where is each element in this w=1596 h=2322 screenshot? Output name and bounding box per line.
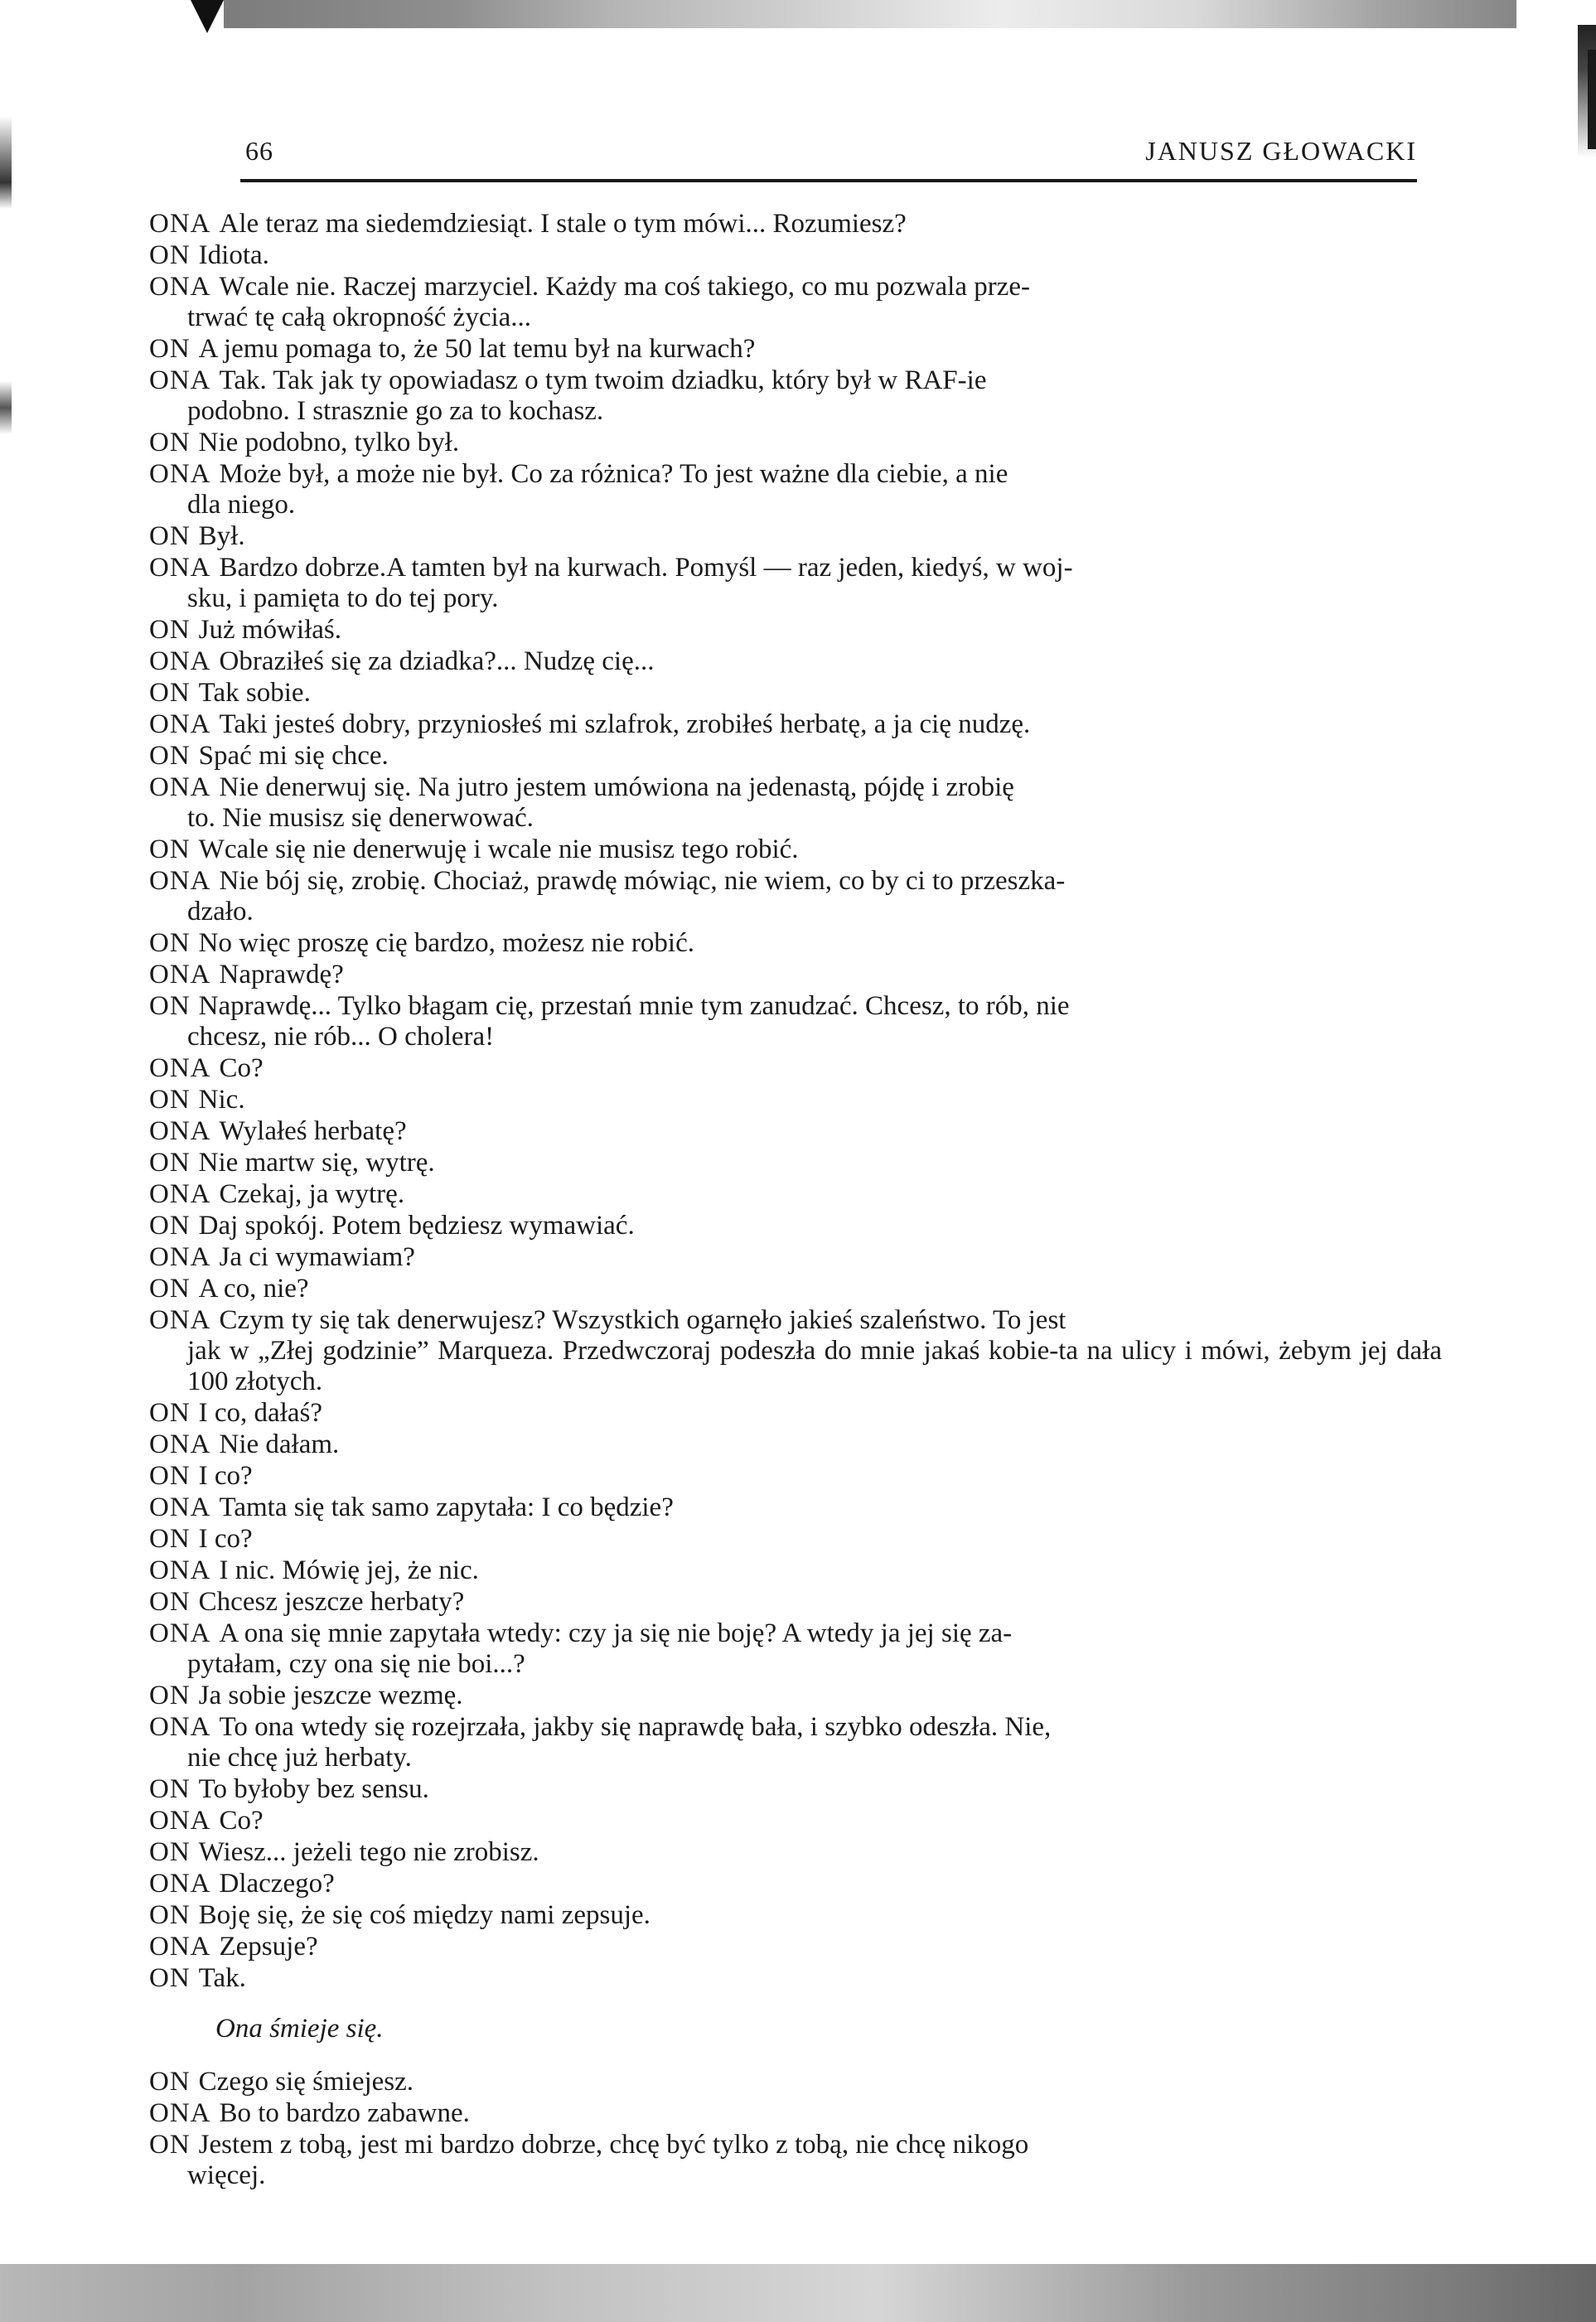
dialogue-line bbox=[149, 1524, 1442, 1555]
line-text: Zepsuje? bbox=[219, 1932, 318, 1962]
speaker-label: ONA bbox=[149, 1179, 211, 1209]
line-continuation: pytałam, czy ona się nie boi...? bbox=[187, 1649, 525, 1679]
dialogue-line bbox=[149, 272, 1442, 333]
line-text: Nie dałam. bbox=[219, 1429, 340, 1459]
line-continuation: dla niego. bbox=[187, 490, 296, 520]
speaker-label: ON bbox=[149, 2130, 191, 2160]
dialogue-line bbox=[149, 741, 1442, 772]
speaker-label: ON bbox=[149, 678, 191, 708]
speaker-label: ONA bbox=[149, 960, 211, 989]
speaker-label: ONA bbox=[149, 553, 211, 583]
dialogue-line bbox=[149, 1242, 1442, 1273]
dialogue-line bbox=[149, 960, 1442, 990]
speaker-label: ONA bbox=[149, 1116, 211, 1146]
dialogue-line bbox=[149, 1963, 1442, 1994]
speaker-label: ONA bbox=[149, 1869, 211, 1899]
line-text: Idiota. bbox=[198, 240, 269, 270]
speaker-label: ONA bbox=[149, 1242, 211, 1272]
speaker-label: ONA bbox=[149, 1429, 211, 1459]
line-text: I co? bbox=[198, 1461, 253, 1491]
speaker-label: ONA bbox=[149, 772, 211, 802]
line-text: Nie denerwuj się. Na jutro jestem umówiona na jedenastą, pójdę i zrobię bbox=[219, 772, 1014, 802]
dialogue-lines-after bbox=[149, 2067, 1442, 2191]
dialogue-line bbox=[149, 1305, 1442, 1397]
line-text: Wcale się nie denerwuję i wcale nie musisz tego robić. bbox=[198, 834, 799, 864]
dialogue-line bbox=[149, 334, 1442, 365]
speaker-label: ONA bbox=[149, 1492, 211, 1522]
line-text: Już mówiłaś. bbox=[198, 615, 341, 645]
line-text: Chcesz jeszcze herbaty? bbox=[198, 1587, 465, 1617]
line-text: Co? bbox=[219, 1053, 264, 1083]
line-continuation: dzało. bbox=[187, 897, 254, 926]
speaker-label: ONA bbox=[149, 459, 211, 489]
line-text: Naprawdę? bbox=[219, 960, 344, 989]
dialogue-line bbox=[149, 928, 1442, 959]
line-text: Wiesz... jeżeli tego nie zrobisz. bbox=[198, 1837, 539, 1867]
dialogue-line bbox=[149, 553, 1442, 614]
line-text: Bardzo dobrze.A tamten był na kurwach. Pomyśl — raz jeden, kiedyś, w woj- bbox=[219, 553, 1073, 583]
dialogue-line bbox=[149, 2130, 1442, 2191]
line-continuation: sku, i pamięta to do tej pory. bbox=[187, 583, 499, 613]
dialogue-line bbox=[149, 1681, 1442, 1711]
speaker-label: ON bbox=[149, 1148, 191, 1178]
line-text: Czekaj, ja wytrę. bbox=[219, 1179, 405, 1209]
line-text: I nic. Mówię jej, że nic. bbox=[219, 1555, 479, 1585]
dialogue-line bbox=[149, 209, 1442, 239]
dialogue-line bbox=[149, 1837, 1442, 1868]
line-text: Był. bbox=[198, 521, 245, 551]
line-text: No więc proszę cię bardzo, możesz nie robić. bbox=[198, 928, 694, 958]
speaker-label: ON bbox=[149, 521, 191, 551]
dialogue-line bbox=[149, 646, 1442, 677]
dialogue-line bbox=[149, 1398, 1442, 1429]
dialogue-line bbox=[149, 1712, 1442, 1773]
speaker-label: ONA bbox=[149, 1712, 211, 1742]
dialogue-line bbox=[149, 678, 1442, 709]
dialogue-line bbox=[149, 1179, 1442, 1210]
speaker-label: ON bbox=[149, 334, 191, 364]
dialogue-line bbox=[149, 1555, 1442, 1586]
dialogue-body bbox=[149, 209, 1442, 2192]
speaker-label: ON bbox=[149, 428, 191, 457]
speaker-label: ON bbox=[149, 1774, 191, 1804]
line-text: Tak. bbox=[198, 1963, 246, 1993]
line-text: Boję się, że się coś między nami zepsuje. bbox=[198, 1900, 650, 1930]
line-text: Taki jesteś dobry, przyniosłeś mi szlafrok, zrobiłeś herbatę, a ja cię nudzę. bbox=[219, 709, 1031, 739]
dialogue-line bbox=[149, 365, 1442, 427]
speaker-label: ON bbox=[149, 928, 191, 958]
dialogue-line bbox=[149, 1774, 1442, 1805]
dialogue-line bbox=[149, 1461, 1442, 1492]
speaker-label: ONA bbox=[149, 1618, 211, 1648]
line-text: Ja sobie jeszcze wezmę. bbox=[198, 1681, 463, 1710]
dialogue-line bbox=[149, 1869, 1442, 1899]
line-text: Wylałeś herbatę? bbox=[219, 1116, 407, 1146]
speaker-label: ONA bbox=[149, 1932, 211, 1962]
dialogue-line bbox=[149, 1211, 1442, 1241]
dialogue-line bbox=[149, 521, 1442, 552]
speaker-label: ON bbox=[149, 1681, 191, 1710]
line-text: Jestem z tobą, jest mi bardzo dobrze, chcę być tylko z tobą, nie chcę nikogo bbox=[198, 2130, 1029, 2160]
line-text: Co? bbox=[219, 1806, 264, 1836]
speaker-label: ONA bbox=[149, 646, 211, 676]
line-text: I co, dałaś? bbox=[198, 1398, 323, 1428]
dialogue-lines bbox=[149, 209, 1442, 1994]
dialogue-line bbox=[149, 615, 1442, 646]
line-continuation: nie chcę już herbaty. bbox=[187, 1743, 412, 1773]
line-text: Czego się śmiejesz. bbox=[198, 2067, 414, 2097]
speaker-label: ON bbox=[149, 240, 191, 270]
line-continuation: chcesz, nie rób... O cholera! bbox=[187, 1022, 495, 1052]
speaker-label: ONA bbox=[149, 1806, 211, 1836]
line-continuation: jak w „Złej godzinie” Marqueza. Przedwczoraj podeszła do mnie jakaś kobie-ta na ulicy i mówi, żebym jej dała 100 złotych. bbox=[187, 1336, 1442, 1396]
line-text: A ona się mnie zapytała wtedy: czy ja się nie boję? A wtedy ja jej się za- bbox=[219, 1618, 1013, 1648]
dialogue-line bbox=[149, 834, 1442, 865]
line-text: I co? bbox=[198, 1524, 253, 1554]
line-continuation: więcej. bbox=[187, 2160, 266, 2190]
speaker-label: ONA bbox=[149, 709, 211, 739]
dialogue-line bbox=[149, 1116, 1442, 1147]
speaker-label: ON bbox=[149, 2067, 191, 2097]
dialogue-line bbox=[149, 991, 1442, 1052]
speaker-label: ONA bbox=[149, 1555, 211, 1585]
running-title: JANUSZ GŁOWACKI bbox=[1145, 136, 1417, 166]
speaker-label: ON bbox=[149, 1274, 191, 1304]
speaker-label: ONA bbox=[149, 365, 211, 395]
line-text: Naprawdę... Tylko błagam cię, przestań mnie tym zanudzać. Chcesz, to rób, nie bbox=[198, 991, 1070, 1021]
line-text: Wcale nie. Raczej marzyciel. Każdy ma coś takiego, co mu pozwala prze- bbox=[219, 272, 1031, 302]
speaker-label: ON bbox=[149, 741, 191, 771]
line-text: Spać mi się chce. bbox=[198, 741, 389, 771]
line-continuation: to. Nie musisz się denerwować. bbox=[187, 803, 534, 833]
dialogue-line bbox=[149, 1429, 1442, 1460]
dialogue-line bbox=[149, 1085, 1442, 1115]
speaker-label: ON bbox=[149, 834, 191, 864]
dialogue-line bbox=[149, 1492, 1442, 1523]
line-text: Może był, a może nie był. Co za różnica? To jest ważne dla ciebie, a nie bbox=[219, 459, 1008, 489]
line-continuation: trwać tę całą okropność życia... bbox=[187, 302, 532, 332]
speaker-label: ON bbox=[149, 1085, 191, 1115]
line-text: A jemu pomaga to, że 50 lat temu był na kurwach? bbox=[198, 334, 756, 364]
speaker-label: ON bbox=[149, 1900, 191, 1930]
line-text: Czym ty się tak denerwujesz? Wszystkich ogarnęło jakieś szaleństwo. To jest bbox=[219, 1305, 1066, 1335]
stage-direction: Ona śmieje się. bbox=[215, 2014, 384, 2044]
speaker-label: ONA bbox=[149, 866, 211, 896]
line-text: To byłoby bez sensu. bbox=[198, 1774, 429, 1804]
speaker-label: ON bbox=[149, 1461, 191, 1491]
speaker-label: ONA bbox=[149, 272, 211, 302]
running-head bbox=[240, 131, 1417, 182]
speaker-label: ONA bbox=[149, 1305, 211, 1335]
line-text: Ja ci wymawiam? bbox=[219, 1242, 415, 1272]
dialogue-line bbox=[149, 428, 1442, 458]
dialogue-line bbox=[149, 1274, 1442, 1304]
dialogue-line bbox=[149, 1148, 1442, 1178]
line-text: Nie podobno, tylko był. bbox=[198, 428, 460, 457]
line-text: To ona wtedy się rozejrzała, jakby się naprawdę bała, i szybko odeszła. Nie, bbox=[219, 1712, 1052, 1742]
dialogue-line bbox=[149, 2067, 1442, 2097]
line-text: Bo to bardzo zabawne. bbox=[219, 2098, 470, 2128]
speaker-label: ONA bbox=[149, 2098, 211, 2128]
line-text: Tak. Tak jak ty opowiadasz o tym twoim dziadku, który był w RAF-ie bbox=[219, 365, 987, 395]
speaker-label: ON bbox=[149, 1837, 191, 1867]
dialogue-line bbox=[149, 240, 1442, 271]
dialogue-line bbox=[149, 772, 1442, 834]
line-text: Daj spokój. Potem będziesz wymawiać. bbox=[198, 1211, 635, 1241]
speaker-label: ONA bbox=[149, 209, 211, 239]
speaker-label: ON bbox=[149, 1587, 191, 1617]
speaker-label: ONA bbox=[149, 1053, 211, 1083]
line-text: A co, nie? bbox=[198, 1274, 309, 1304]
dialogue-line bbox=[149, 1932, 1442, 1962]
line-text: Ale teraz ma siedemdziesiąt. I stale o tym mówi... Rozumiesz? bbox=[219, 209, 907, 239]
dialogue-line bbox=[149, 1900, 1442, 1931]
speaker-label: ON bbox=[149, 615, 191, 645]
dialogue-line bbox=[149, 1806, 1442, 1836]
speaker-label: ON bbox=[149, 1524, 191, 1554]
dialogue-line bbox=[149, 1587, 1442, 1618]
speaker-label: ON bbox=[149, 1398, 191, 1428]
line-text: Nie bój się, zrobię. Chociaż, prawdę mówiąc, nie wiem, co by ci to przeszka- bbox=[219, 866, 1066, 896]
dialogue-line bbox=[149, 459, 1442, 520]
dialogue-line bbox=[149, 866, 1442, 927]
line-text: Nic. bbox=[198, 1085, 245, 1115]
speaker-label: ON bbox=[149, 991, 191, 1021]
dialogue-line bbox=[149, 2098, 1442, 2129]
speaker-label: ON bbox=[149, 1963, 191, 1993]
line-continuation: podobno. I strasznie go za to kochasz. bbox=[187, 396, 604, 426]
line-text: Tak sobie. bbox=[198, 678, 311, 708]
page-number: 66 bbox=[245, 136, 273, 166]
speaker-label: ON bbox=[149, 1211, 191, 1241]
dialogue-line bbox=[149, 709, 1442, 740]
line-text: Dlaczego? bbox=[219, 1869, 335, 1899]
dialogue-line bbox=[149, 1053, 1442, 1084]
line-text: Tamta się tak samo zapytała: I co będzie? bbox=[219, 1492, 674, 1522]
line-text: Nie martw się, wytrę. bbox=[198, 1148, 435, 1178]
dialogue-line bbox=[149, 1618, 1442, 1680]
line-text: Obraziłeś się za dziadka?... Nudzę cię... bbox=[219, 646, 655, 676]
